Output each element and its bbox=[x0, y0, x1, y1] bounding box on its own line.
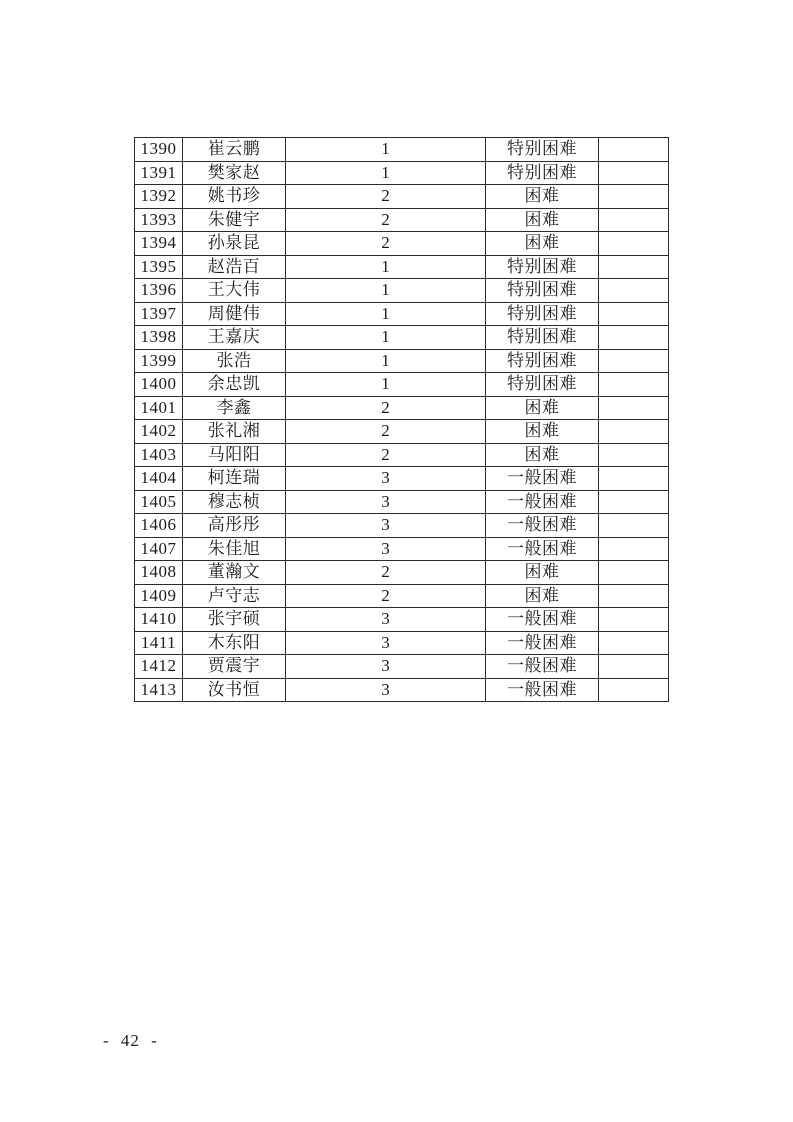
count-cell: 2 bbox=[286, 185, 486, 209]
table-row bbox=[135, 232, 669, 256]
difficulty-cell: 一般困难 bbox=[486, 655, 599, 679]
name-cell: 朱佳旭 bbox=[183, 537, 286, 561]
count-cell: 1 bbox=[286, 326, 486, 350]
difficulty-cell: 特别困难 bbox=[486, 161, 599, 185]
remark-cell bbox=[599, 561, 669, 585]
name-cell: 朱健宇 bbox=[183, 208, 286, 232]
table-row bbox=[135, 349, 669, 373]
count-cell: 1 bbox=[286, 302, 486, 326]
count-cell: 1 bbox=[286, 279, 486, 303]
remark-cell bbox=[599, 678, 669, 702]
difficulty-cell: 一般困难 bbox=[486, 537, 599, 561]
remark-cell bbox=[599, 420, 669, 444]
count-cell: 2 bbox=[286, 232, 486, 256]
count-cell: 3 bbox=[286, 467, 486, 491]
difficulty-cell: 一般困难 bbox=[486, 490, 599, 514]
difficulty-cell: 困难 bbox=[486, 443, 599, 467]
difficulty-cell: 困难 bbox=[486, 561, 599, 585]
name-cell: 周健伟 bbox=[183, 302, 286, 326]
table-row bbox=[135, 326, 669, 350]
table-row bbox=[135, 279, 669, 303]
name-cell: 马阳阳 bbox=[183, 443, 286, 467]
remark-cell bbox=[599, 138, 669, 162]
table-row bbox=[135, 584, 669, 608]
table-row bbox=[135, 678, 669, 702]
table-row bbox=[135, 467, 669, 491]
count-cell: 2 bbox=[286, 208, 486, 232]
difficulty-cell: 特别困难 bbox=[486, 255, 599, 279]
remark-cell bbox=[599, 255, 669, 279]
name-cell: 王大伟 bbox=[183, 279, 286, 303]
name-cell: 木东阳 bbox=[183, 631, 286, 655]
remark-cell bbox=[599, 608, 669, 632]
table-row bbox=[135, 208, 669, 232]
name-cell: 崔云鹏 bbox=[183, 138, 286, 162]
remark-cell bbox=[599, 490, 669, 514]
difficulty-cell: 特别困难 bbox=[486, 349, 599, 373]
remark-cell bbox=[599, 443, 669, 467]
serial-cell: 1392 bbox=[135, 185, 183, 209]
remark-cell bbox=[599, 631, 669, 655]
count-cell: 3 bbox=[286, 537, 486, 561]
roster-table bbox=[134, 137, 669, 702]
name-cell: 贾震宇 bbox=[183, 655, 286, 679]
difficulty-cell: 困难 bbox=[486, 396, 599, 420]
difficulty-cell: 特别困难 bbox=[486, 373, 599, 397]
serial-cell: 1403 bbox=[135, 443, 183, 467]
serial-cell: 1407 bbox=[135, 537, 183, 561]
name-cell: 卢守志 bbox=[183, 584, 286, 608]
table-row bbox=[135, 185, 669, 209]
difficulty-cell: 一般困难 bbox=[486, 467, 599, 491]
table-row bbox=[135, 373, 669, 397]
difficulty-cell: 特别困难 bbox=[486, 138, 599, 162]
serial-cell: 1405 bbox=[135, 490, 183, 514]
difficulty-cell: 特别困难 bbox=[486, 326, 599, 350]
name-cell: 柯连瑞 bbox=[183, 467, 286, 491]
name-cell: 穆志桢 bbox=[183, 490, 286, 514]
table-row bbox=[135, 631, 669, 655]
remark-cell bbox=[599, 279, 669, 303]
count-cell: 1 bbox=[286, 255, 486, 279]
page-number: - 42 - bbox=[103, 1031, 158, 1050]
serial-cell: 1410 bbox=[135, 608, 183, 632]
serial-cell: 1401 bbox=[135, 396, 183, 420]
serial-cell: 1406 bbox=[135, 514, 183, 538]
name-cell: 姚书珍 bbox=[183, 185, 286, 209]
remark-cell bbox=[599, 208, 669, 232]
count-cell: 1 bbox=[286, 161, 486, 185]
difficulty-cell: 一般困难 bbox=[486, 608, 599, 632]
difficulty-cell: 困难 bbox=[486, 232, 599, 256]
name-cell: 张宇硕 bbox=[183, 608, 286, 632]
table-row bbox=[135, 302, 669, 326]
serial-cell: 1413 bbox=[135, 678, 183, 702]
difficulty-cell: 一般困难 bbox=[486, 514, 599, 538]
count-cell: 2 bbox=[286, 561, 486, 585]
count-cell: 3 bbox=[286, 678, 486, 702]
remark-cell bbox=[599, 232, 669, 256]
serial-cell: 1390 bbox=[135, 138, 183, 162]
count-cell: 1 bbox=[286, 138, 486, 162]
remark-cell bbox=[599, 349, 669, 373]
table-row bbox=[135, 490, 669, 514]
count-cell: 1 bbox=[286, 349, 486, 373]
serial-cell: 1397 bbox=[135, 302, 183, 326]
name-cell: 樊家赵 bbox=[183, 161, 286, 185]
count-cell: 3 bbox=[286, 514, 486, 538]
remark-cell bbox=[599, 185, 669, 209]
serial-cell: 1402 bbox=[135, 420, 183, 444]
remark-cell bbox=[599, 467, 669, 491]
remark-cell bbox=[599, 514, 669, 538]
table-row bbox=[135, 443, 669, 467]
name-cell: 张浩 bbox=[183, 349, 286, 373]
count-cell: 2 bbox=[286, 443, 486, 467]
difficulty-cell: 困难 bbox=[486, 420, 599, 444]
roster-table-body bbox=[135, 138, 669, 702]
difficulty-cell: 特别困难 bbox=[486, 302, 599, 326]
table-row bbox=[135, 161, 669, 185]
name-cell: 孙泉昆 bbox=[183, 232, 286, 256]
count-cell: 2 bbox=[286, 584, 486, 608]
count-cell: 3 bbox=[286, 490, 486, 514]
serial-cell: 1412 bbox=[135, 655, 183, 679]
table-row bbox=[135, 396, 669, 420]
serial-cell: 1395 bbox=[135, 255, 183, 279]
count-cell: 2 bbox=[286, 396, 486, 420]
count-cell: 1 bbox=[286, 373, 486, 397]
count-cell: 3 bbox=[286, 655, 486, 679]
serial-cell: 1399 bbox=[135, 349, 183, 373]
table-row bbox=[135, 255, 669, 279]
name-cell: 赵浩百 bbox=[183, 255, 286, 279]
difficulty-cell: 困难 bbox=[486, 185, 599, 209]
table-row bbox=[135, 561, 669, 585]
table-row bbox=[135, 138, 669, 162]
name-cell: 张礼湘 bbox=[183, 420, 286, 444]
serial-cell: 1396 bbox=[135, 279, 183, 303]
serial-cell: 1409 bbox=[135, 584, 183, 608]
serial-cell: 1411 bbox=[135, 631, 183, 655]
serial-cell: 1394 bbox=[135, 232, 183, 256]
serial-cell: 1408 bbox=[135, 561, 183, 585]
serial-cell: 1393 bbox=[135, 208, 183, 232]
serial-cell: 1398 bbox=[135, 326, 183, 350]
name-cell: 余忠凯 bbox=[183, 373, 286, 397]
serial-cell: 1391 bbox=[135, 161, 183, 185]
name-cell: 王嘉庆 bbox=[183, 326, 286, 350]
name-cell: 高彤彤 bbox=[183, 514, 286, 538]
remark-cell bbox=[599, 584, 669, 608]
table-row bbox=[135, 514, 669, 538]
name-cell: 李鑫 bbox=[183, 396, 286, 420]
table-row bbox=[135, 420, 669, 444]
table-row bbox=[135, 608, 669, 632]
remark-cell bbox=[599, 537, 669, 561]
count-cell: 2 bbox=[286, 420, 486, 444]
remark-cell bbox=[599, 302, 669, 326]
difficulty-cell: 特别困难 bbox=[486, 279, 599, 303]
remark-cell bbox=[599, 161, 669, 185]
name-cell: 董瀚文 bbox=[183, 561, 286, 585]
table-row bbox=[135, 655, 669, 679]
count-cell: 3 bbox=[286, 608, 486, 632]
serial-cell: 1404 bbox=[135, 467, 183, 491]
difficulty-cell: 困难 bbox=[486, 584, 599, 608]
remark-cell bbox=[599, 655, 669, 679]
remark-cell bbox=[599, 373, 669, 397]
serial-cell: 1400 bbox=[135, 373, 183, 397]
difficulty-cell: 困难 bbox=[486, 208, 599, 232]
difficulty-cell: 一般困难 bbox=[486, 678, 599, 702]
name-cell: 汝书恒 bbox=[183, 678, 286, 702]
count-cell: 3 bbox=[286, 631, 486, 655]
remark-cell bbox=[599, 326, 669, 350]
remark-cell bbox=[599, 396, 669, 420]
difficulty-cell: 一般困难 bbox=[486, 631, 599, 655]
table-row bbox=[135, 537, 669, 561]
